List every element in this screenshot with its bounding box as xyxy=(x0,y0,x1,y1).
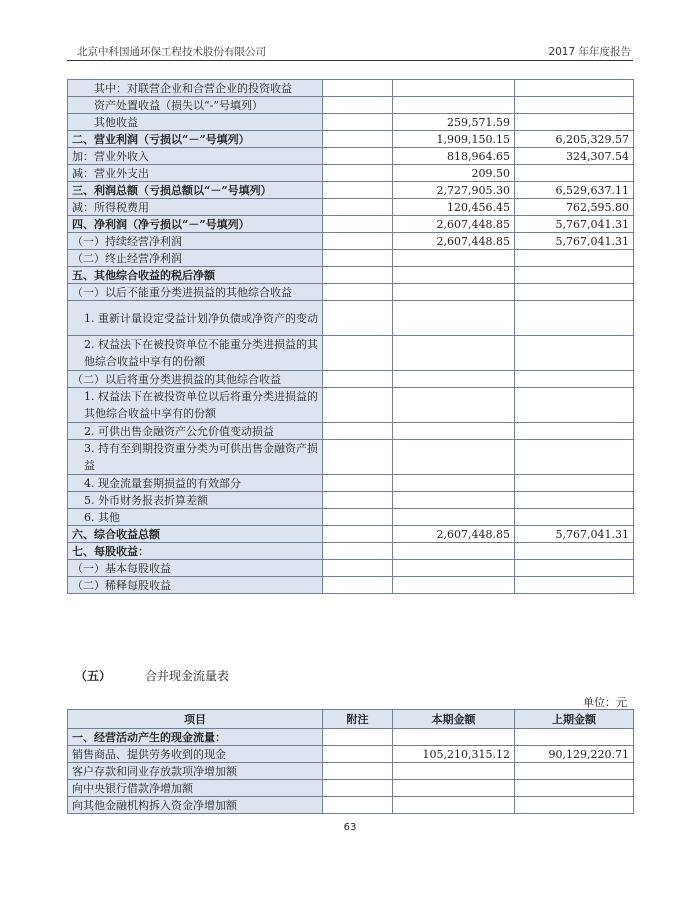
prior-amount xyxy=(515,560,634,577)
row-label: （二）稀释每股收益 xyxy=(68,577,323,594)
row-label: 2. 权益法下在被投资单位不能重分类进损益的其他综合收益中享有的份额 xyxy=(68,336,323,371)
row-label: 向其他金融机构拆入资金净增加额 xyxy=(68,797,323,814)
current-amount: 2,607,448.85 xyxy=(393,233,515,250)
row-label: （二）终止经营净利润 xyxy=(68,250,323,267)
row-note xyxy=(323,797,393,814)
row-label: 二、营业利润（亏损以“－”号填列） xyxy=(68,131,323,148)
table-row xyxy=(68,388,634,423)
unit-label: 单位：元 xyxy=(583,696,627,709)
row-label: 向中央银行借款净增加额 xyxy=(68,780,323,797)
row-label: （一）持续经营净利润 xyxy=(68,233,323,250)
row-note xyxy=(323,780,393,797)
prior-amount xyxy=(515,509,634,526)
prior-amount: 5,767,041.31 xyxy=(515,233,634,250)
row-label: 减：营业外支出 xyxy=(68,165,323,182)
current-amount xyxy=(393,492,515,509)
current-amount xyxy=(393,509,515,526)
row-label: 其他收益 xyxy=(68,114,323,131)
row-label: 三、利润总额（亏损总额以“－”号填列） xyxy=(68,182,323,199)
prior-amount xyxy=(515,423,634,440)
current-amount xyxy=(393,475,515,492)
current-amount xyxy=(393,729,515,746)
prior-amount: 762,595.80 xyxy=(515,199,634,216)
current-amount xyxy=(393,336,515,371)
row-note xyxy=(323,284,393,301)
current-amount xyxy=(393,301,515,336)
company-name: 北京中科国通环保工程技术股份有限公司 xyxy=(77,46,266,58)
row-note xyxy=(323,509,393,526)
row-label: 六、综合收益总额 xyxy=(68,526,323,543)
page-number: 63 xyxy=(343,822,357,833)
prior-amount xyxy=(515,543,634,560)
current-amount: 259,571.59 xyxy=(393,114,515,131)
current-amount: 2,607,448.85 xyxy=(393,216,515,233)
row-note xyxy=(323,371,393,388)
row-label: 5. 外币财务报表折算差额 xyxy=(68,492,323,509)
table-row xyxy=(68,182,634,199)
row-label: 3. 持有至到期投资重分类为可供出售金融资产损益 xyxy=(68,440,323,475)
row-note xyxy=(323,148,393,165)
table-row xyxy=(68,114,634,131)
row-label: 其中：对联营企业和合营企业的投资收益 xyxy=(68,80,323,97)
current-amount xyxy=(393,284,515,301)
prior-amount: 324,307.54 xyxy=(515,148,634,165)
header-current: 本期金额 xyxy=(393,710,515,729)
row-note xyxy=(323,763,393,780)
prior-amount xyxy=(515,492,634,509)
prior-amount xyxy=(515,577,634,594)
row-label: 客户存款和同业存放款项净增加额 xyxy=(68,763,323,780)
table-row xyxy=(68,250,634,267)
section-name: 合并现金流量表 xyxy=(145,669,230,683)
row-note xyxy=(323,301,393,336)
row-label: （一）以后不能重分类进损益的其他综合收益 xyxy=(68,284,323,301)
table-row xyxy=(68,148,634,165)
row-note xyxy=(323,577,393,594)
current-amount xyxy=(393,97,515,114)
header-note: 附注 xyxy=(323,710,393,729)
current-amount xyxy=(393,440,515,475)
current-amount: 2,607,448.85 xyxy=(393,526,515,543)
current-amount xyxy=(393,388,515,423)
table-row xyxy=(68,509,634,526)
row-label: 四、净利润（净亏损以“－”号填列） xyxy=(68,216,323,233)
row-note xyxy=(323,440,393,475)
table-row xyxy=(68,97,634,114)
row-note xyxy=(323,233,393,250)
row-note xyxy=(323,114,393,131)
current-amount xyxy=(393,371,515,388)
row-label: 五、其他综合收益的税后净额 xyxy=(68,267,323,284)
row-note xyxy=(323,267,393,284)
current-amount: 105,210,315.12 xyxy=(393,746,515,763)
table-row xyxy=(68,233,634,250)
current-amount xyxy=(393,797,515,814)
row-note xyxy=(323,560,393,577)
prior-amount: 5,767,041.31 xyxy=(515,216,634,233)
header-item: 项目 xyxy=(68,710,323,729)
table-row xyxy=(68,216,634,233)
row-label: 加：营业外收入 xyxy=(68,148,323,165)
table-row xyxy=(68,797,634,814)
table-row xyxy=(68,746,634,763)
row-label: 1. 权益法下在被投资单位以后将重分类进损益的其他综合收益中享有的份额 xyxy=(68,388,323,423)
table-row xyxy=(68,284,634,301)
row-note xyxy=(323,746,393,763)
row-note xyxy=(323,543,393,560)
prior-amount xyxy=(515,371,634,388)
prior-amount: 90,129,220.71 xyxy=(515,746,634,763)
table-row xyxy=(68,131,634,148)
row-note xyxy=(323,216,393,233)
row-note xyxy=(323,336,393,371)
row-label: 资产处置收益（损失以“-”号填列） xyxy=(68,97,323,114)
prior-amount: 5,767,041.31 xyxy=(515,526,634,543)
table-row xyxy=(68,577,634,594)
current-amount xyxy=(393,423,515,440)
page-header xyxy=(67,44,633,61)
prior-amount xyxy=(515,114,634,131)
section-title xyxy=(75,667,229,684)
table-row xyxy=(68,423,634,440)
row-label: 七、每股收益： xyxy=(68,543,323,560)
row-note xyxy=(323,80,393,97)
row-label: 一、经营活动产生的现金流量： xyxy=(68,729,323,746)
current-amount: 120,456.45 xyxy=(393,199,515,216)
current-amount: 818,964.65 xyxy=(393,148,515,165)
prior-amount xyxy=(515,80,634,97)
cash-flow-table xyxy=(67,709,634,814)
current-amount xyxy=(393,780,515,797)
row-note xyxy=(323,182,393,199)
row-label: （二）以后将重分类进损益的其他综合收益 xyxy=(68,371,323,388)
table-row xyxy=(68,199,634,216)
row-note xyxy=(323,526,393,543)
row-note xyxy=(323,388,393,423)
table-row xyxy=(68,267,634,284)
row-note xyxy=(323,131,393,148)
prior-amount: 6,205,329.57 xyxy=(515,131,634,148)
prior-amount xyxy=(515,165,634,182)
prior-amount: 6,529,637.11 xyxy=(515,182,634,199)
table-row xyxy=(68,371,634,388)
prior-amount xyxy=(515,797,634,814)
table-row xyxy=(68,80,634,97)
row-note xyxy=(323,423,393,440)
table-row xyxy=(68,336,634,371)
table-row xyxy=(68,729,634,746)
current-amount xyxy=(393,543,515,560)
prior-amount xyxy=(515,780,634,797)
prior-amount xyxy=(515,729,634,746)
row-note xyxy=(323,492,393,509)
table-row xyxy=(68,560,634,577)
row-note xyxy=(323,250,393,267)
table-row xyxy=(68,543,634,560)
prior-amount xyxy=(515,440,634,475)
current-amount: 2,727,905.30 xyxy=(393,182,515,199)
row-label: 减：所得税费用 xyxy=(68,199,323,216)
prior-amount xyxy=(515,301,634,336)
prior-amount xyxy=(515,475,634,492)
table-row xyxy=(68,492,634,509)
row-note xyxy=(323,97,393,114)
current-amount xyxy=(393,267,515,284)
prior-amount xyxy=(515,388,634,423)
income-statement-table xyxy=(67,79,634,594)
table-row xyxy=(68,780,634,797)
row-label: 2. 可供出售金融资产公允价值变动损益 xyxy=(68,423,323,440)
row-note xyxy=(323,165,393,182)
current-amount xyxy=(393,80,515,97)
current-amount xyxy=(393,577,515,594)
row-label: （一）基本每股收益 xyxy=(68,560,323,577)
table-row xyxy=(68,165,634,182)
report-title: 2017 年年度报告 xyxy=(548,46,631,58)
current-amount: 209.50 xyxy=(393,165,515,182)
row-label: 销售商品、提供劳务收到的现金 xyxy=(68,746,323,763)
row-label: 1. 重新计量设定受益计划净负债或净资产的变动 xyxy=(68,301,323,336)
row-note xyxy=(323,729,393,746)
current-amount: 1,909,150.15 xyxy=(393,131,515,148)
prior-amount xyxy=(515,97,634,114)
table-row xyxy=(68,526,634,543)
section-number: （五） xyxy=(75,669,112,683)
row-note xyxy=(323,199,393,216)
current-amount xyxy=(393,250,515,267)
prior-amount xyxy=(515,336,634,371)
row-label: 6. 其他 xyxy=(68,509,323,526)
prior-amount xyxy=(515,763,634,780)
header-prior: 上期金额 xyxy=(515,710,634,729)
row-note xyxy=(323,475,393,492)
prior-amount xyxy=(515,284,634,301)
prior-amount xyxy=(515,267,634,284)
table-row xyxy=(68,440,634,475)
row-label: 4. 现金流量套期损益的有效部分 xyxy=(68,475,323,492)
table-row xyxy=(68,301,634,336)
prior-amount xyxy=(515,250,634,267)
current-amount xyxy=(393,560,515,577)
table-row xyxy=(68,475,634,492)
current-amount xyxy=(393,763,515,780)
table-row xyxy=(68,763,634,780)
